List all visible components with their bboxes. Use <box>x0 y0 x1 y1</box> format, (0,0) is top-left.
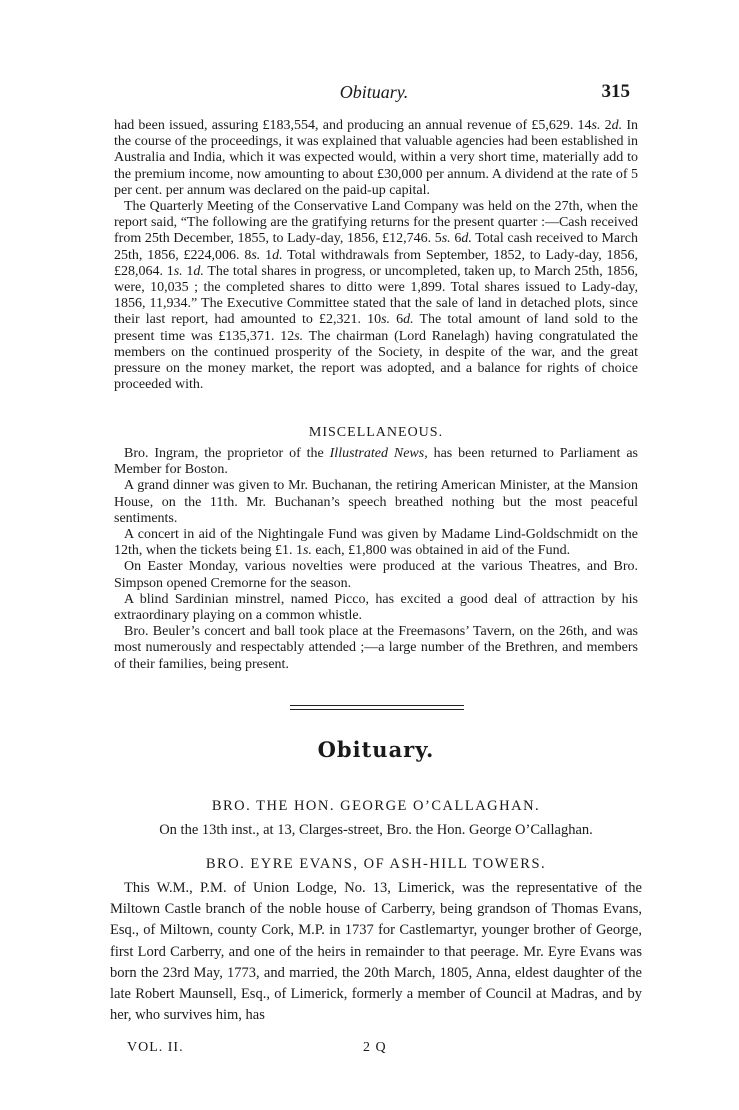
obituary-paragraph: On the 13th inst., at 13, Clarges-street, Bro. the Hon. George O’Callaghan. <box>159 822 593 838</box>
paragraph: Bro. Ingram, the proprietor of the Illustrated News, has been returned to Parliament as Member for Boston. <box>114 446 638 478</box>
italic-run: s. <box>251 247 261 263</box>
signature-mark: 2 Q <box>363 1040 387 1055</box>
italic-run: d. <box>403 312 414 328</box>
miscellaneous-section <box>114 446 638 673</box>
italic-run: d. <box>461 231 472 247</box>
obituary-title: Obituary. <box>317 737 435 762</box>
obituary-paragraph: This W.M., P.M. of Union Lodge, No. 13, Limerick, was the representative of the Miltown Castle branch of the noble house of Carberry, being grandson of Thomas Evans, Esq., of Miltown, county Cork, M.P. in 1737 for Castlemartyr, younger brother of George, first Lord Carberry, and one of the heirs in remainder to that peerage. Mr. Eyre Evans was born the 23rd May, 1773, and married, the 20th March, 1805, Anna, eldest daughter of the late Robert Maunsell, Esq., of Limerick, formerly a member of Council at Madras, and by her, who survives him, has <box>110 880 642 1024</box>
volume-mark: VOL. II. <box>127 1040 184 1055</box>
italic-run: s. <box>591 118 601 133</box>
italic-run: s. <box>302 543 312 559</box>
italic-run: s. <box>441 231 451 247</box>
obituary-heading-evans: BRO. EYRE EVANS, OF ASH-HILL TOWERS. <box>205 856 547 872</box>
paragraph: Bro. Beuler’s concert and ball took place at the Freemasons’ Tavern, on the 26th, and was most numerously and respectably attended ;—a large number of the Brethren, and members of their families, being present. <box>114 624 638 672</box>
section-rule-bottom <box>290 709 464 710</box>
paragraph: The Quarterly Meeting of the Conservative Land Company was held on the 27th, when the report said, “The following are the gratifying returns for the present quarter :—Cash received from 25th December, 1855, to Lady-day, 1856, £12,746. 5s. 6d. Total cash received to March 25th, 1856, £224,006. 8s. 1d. Total withdrawals from September, 1852, to Lady-day, 1856, £28,064. 1s. 1d. The total shares in progress, or uncompleted, taken up, to March 25th, 1856, were, 10,035 ; the completed shares to ditto were 1,899. Total shares issued to Lady-day, 1856, 11,934.” The Executive Committee stated that the sale of land in detached plots, since their last report, had amounted to £2,321. 10s. 6d. The total amount of land sold to the present time was £135,371. 12s. The chairman (Lord Ranelagh) having congratulated the members on the continued prosperity of the Society, in despite of the war, and the great pressure on the money market, the report was adopted, and a balance for rights of choice proceeded with. <box>114 199 639 393</box>
obituary-heading-ocallaghan: BRO. THE HON. GEORGE O’CALLAGHAN. <box>211 798 541 814</box>
italic-run: s. <box>294 328 304 344</box>
paragraph: A grand dinner was given to Mr. Buchanan, the retiring American Minister, at the Mansion House, on the 11th. Mr. Buchanan’s speech breathed nothing but the most peaceful sentiments. <box>114 478 638 526</box>
page-header <box>118 82 630 106</box>
italic-run: s. <box>381 312 391 328</box>
section-rule-top <box>290 705 464 706</box>
page-number: 315 <box>601 81 630 102</box>
obituary-text-ocallaghan <box>110 820 642 841</box>
miscellaneous-heading: MISCELLANEOUS. <box>308 425 444 440</box>
italic-run: d. <box>272 247 283 263</box>
paragraph: A blind Sardinian minstrel, named Picco, has excited a good deal of attraction by his extraordinary playing on a common whistle. <box>114 591 638 624</box>
paragraph: had been issued, assuring £183,554, and producing an annual revenue of £5,629. 14s. 2d. In the course of the proceedings, it was explained that valuable agencies had been established in Australia and India, which it was expected would, within a very short time, materially add to the premium income, now amounting to about £30,000 per annum. A dividend at the rate of 5 per cent. per annum was declared on the paid-up capital. <box>114 118 639 198</box>
paragraph: A concert in aid of the Nightingale Fund was given by Madame Lind-Goldschmidt on the 12th, when the tickets being £1. 1s. each, £1,800 was obtained in aid of the Fund. <box>114 527 638 559</box>
italic-run: d. <box>611 118 623 133</box>
italic-run: d. <box>193 263 204 279</box>
obituary-text-evans <box>110 878 642 1026</box>
italic-run: s. <box>173 263 183 279</box>
running-title: Obituary. <box>339 82 409 102</box>
italic-run: Illustrated News, <box>329 446 428 461</box>
paragraph: On Easter Monday, various novelties were produced at the various Theatres, and Bro. Simpson opened Cremorne for the season. <box>114 559 638 591</box>
land-company-reports <box>114 118 638 393</box>
